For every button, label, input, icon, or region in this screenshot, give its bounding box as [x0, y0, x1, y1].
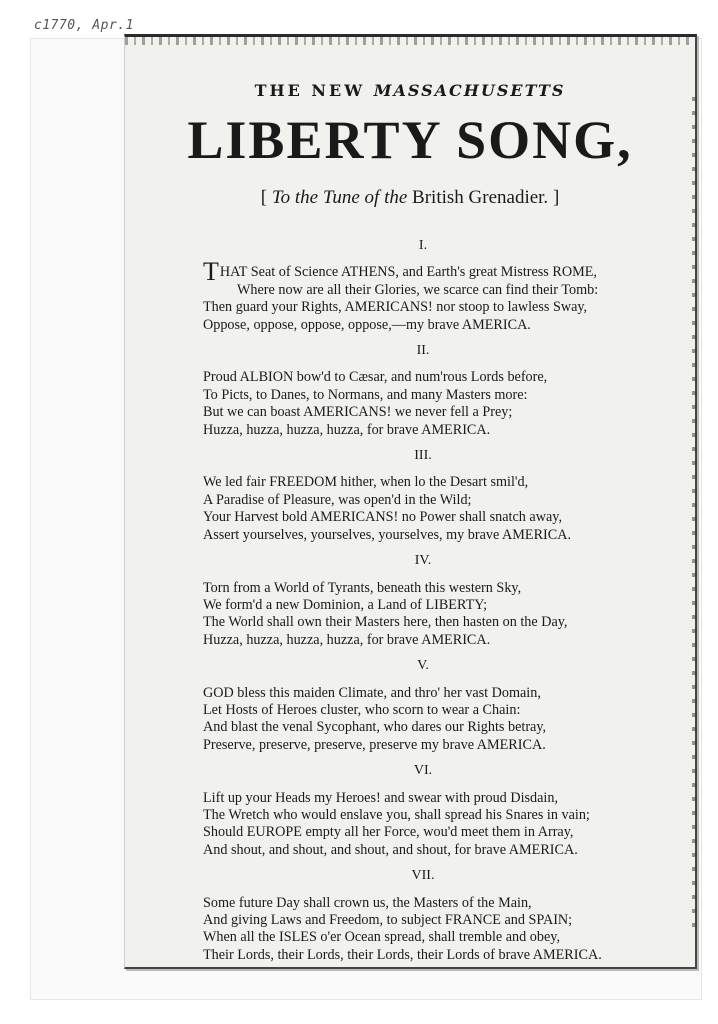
- verse-line: Some future Day shall crown us, the Masters of the Main,: [203, 894, 532, 911]
- subtitle-roman: British Grenadier.: [412, 187, 549, 208]
- verse-line: Huzza, huzza, huzza, huzza, for brave AMERICA.: [203, 421, 491, 438]
- verses-container: [203, 237, 683, 972]
- verse-line: The Wretch who would enslave you, shall spread his Snares in vain;: [203, 806, 590, 823]
- heading-massachusetts: MASSACHUSETTS: [373, 81, 566, 100]
- verse-3: [203, 447, 683, 544]
- verse-4: [203, 552, 683, 649]
- verse-line: And shout, and shout, and shout, and shout, for brave AMERICA.: [203, 841, 578, 858]
- verse-line: Lift up your Heads my Heroes! and swear with proud Disdain,: [203, 789, 558, 806]
- verse-line: Should EUROPE empty all her Force, wou'd meet them in Array,: [203, 824, 574, 841]
- verse-line: Torn from a World of Tyrants, beneath this western Sky,: [203, 579, 522, 596]
- subtitle-italic: To the Tune of the: [271, 187, 408, 208]
- verse-numeral: IV.: [414, 553, 432, 569]
- verse-6: [203, 762, 683, 859]
- verse-numeral: VII.: [411, 868, 435, 884]
- verse-line: Proud ALBION bow'd to Cæsar, and num'rous Lords before,: [203, 369, 548, 386]
- verse-line: Preserve, preserve, preserve, preserve my brave AMERICA.: [203, 736, 546, 753]
- drop-cap: T: [203, 257, 219, 287]
- verse-line: And blast the venal Sycophant, who dares our Rights betray,: [203, 719, 547, 736]
- verse-numeral: I.: [418, 238, 428, 253]
- verse-line: And giving Laws and Freedom, to subject FRANCE and SPAIN;: [203, 912, 573, 928]
- verse-line: But we can boast AMERICANS! we never fell a Prey;: [203, 404, 513, 421]
- verse-5: [203, 657, 683, 754]
- broadside-sheet: [124, 34, 697, 969]
- verse-line-text: HAT Seat of Science ATHENS, and Earth's great Mistress ROME,: [219, 264, 597, 281]
- verse-line: Assert yourselves, yourselves, yourselves, my brave AMERICA.: [203, 526, 572, 543]
- verse-line: Let Hosts of Heroes cluster, who scorn to wear a Chain:: [203, 701, 521, 718]
- heading-line1: [125, 81, 695, 100]
- verse-line: [203, 257, 683, 287]
- verse-line: Your Harvest bold AMERICANS! no Power shall snatch away,: [203, 509, 562, 526]
- verse-line: We form'd a new Dominion, a Land of LIBERTY;: [203, 596, 488, 613]
- verse-line: Where now are all their Glories, we scarce can find their Tomb:: [237, 281, 599, 298]
- verse-numeral: V.: [417, 658, 429, 674]
- verse-line: The World shall own their Masters here, then hasten on the Day,: [203, 614, 568, 631]
- verse-line: Their Lords, their Lords, their Lords, their Lords of brave AMERICA.: [203, 946, 602, 963]
- verse-line: We led fair FREEDOM hither, when lo the Desart smil'd,: [203, 474, 529, 491]
- pencil-note: c1770, Apr.1: [34, 18, 134, 33]
- verse-line: Oppose, oppose, oppose, oppose,—my brave AMERICA.: [203, 316, 531, 333]
- verse-line: Then guard your Rights, AMERICANS! nor stoop to lawless Sway,: [203, 299, 588, 316]
- verse-line: Huzza, huzza, huzza, huzza, for brave AMERICA.: [203, 631, 491, 648]
- verse-line: To Picts, to Danes, to Normans, and many Masters more:: [203, 386, 528, 403]
- verse-2: [203, 342, 683, 439]
- heading-prefix: THE NEW: [254, 81, 366, 100]
- subtitle-open-bracket: [: [260, 187, 268, 208]
- verse-numeral: II.: [416, 343, 430, 359]
- verse-1: [203, 237, 683, 334]
- verse-line: GOD bless this maiden Climate, and thro' her vast Domain,: [203, 684, 541, 701]
- page-title: LIBERTY SONG,: [187, 110, 633, 170]
- subtitle-close-bracket: ]: [552, 187, 560, 208]
- tune-subtitle: [125, 187, 695, 209]
- verse-line: A Paradise of Pleasure, was open'd in the Wild;: [203, 491, 472, 508]
- verse-line: When all the ISLES o'er Ocean spread, shall tremble and obey,: [203, 929, 560, 946]
- verse-7: [203, 867, 683, 964]
- verse-numeral: VI.: [413, 763, 433, 779]
- verse-numeral: III.: [414, 448, 432, 464]
